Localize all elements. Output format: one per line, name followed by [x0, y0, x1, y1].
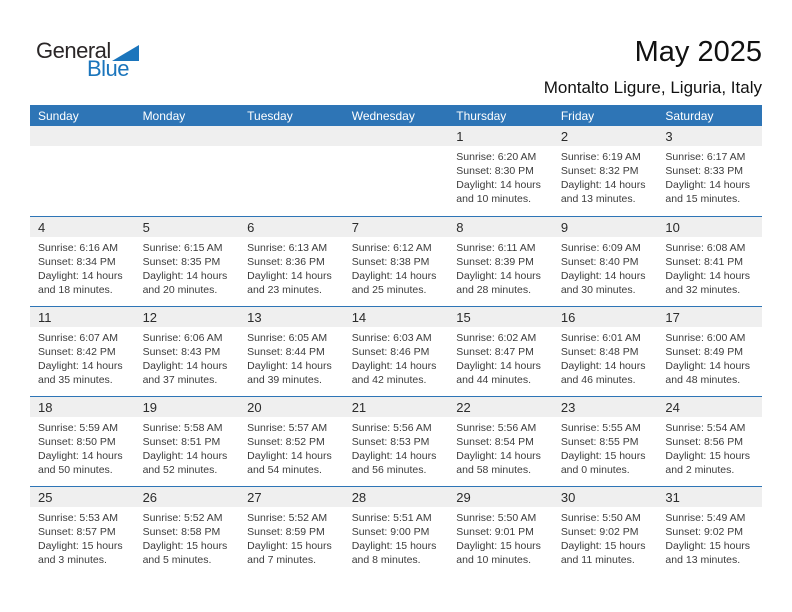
- day-detail-line: Sunset: 8:58 PM: [142, 526, 221, 538]
- day-cell-11: [30, 307, 135, 396]
- day-detail-line: Daylight: 14 hours: [247, 270, 332, 282]
- week-row: [30, 126, 762, 216]
- empty-day-cell: [344, 126, 449, 216]
- empty-day-cell: [30, 126, 135, 216]
- day-detail-line: Sunset: 8:32 PM: [560, 165, 639, 177]
- day-detail-line: Daylight: 14 hours: [247, 450, 332, 462]
- day-number: 23: [553, 397, 658, 417]
- day-detail-line: Sunset: 8:47 PM: [456, 346, 534, 358]
- day-detail-line: and 10 minutes.: [456, 554, 531, 566]
- day-details: [553, 507, 658, 567]
- day-details: [657, 237, 762, 297]
- day-details: [30, 327, 135, 387]
- day-detail-line: Daylight: 14 hours: [456, 450, 541, 462]
- day-detail-line: Sunrise: 6:07 AM: [38, 332, 118, 344]
- day-details: [553, 327, 658, 387]
- day-detail-line: Sunset: 8:41 PM: [665, 256, 744, 268]
- day-detail-line: Daylight: 14 hours: [142, 450, 228, 462]
- day-details: [30, 507, 135, 567]
- day-detail-line: and 13 minutes.: [665, 554, 741, 566]
- title-block: [544, 36, 762, 98]
- day-detail-line: Daylight: 14 hours: [560, 360, 646, 372]
- day-detail-line: and 28 minutes.: [456, 284, 531, 296]
- day-detail-line: and 20 minutes.: [142, 284, 218, 296]
- day-number: 13: [239, 307, 344, 327]
- day-detail-line: Sunrise: 6:01 AM: [560, 332, 641, 344]
- day-detail-line: Sunset: 8:56 PM: [665, 436, 744, 448]
- day-number: 26: [135, 487, 240, 507]
- day-detail-line: Daylight: 15 hours: [142, 540, 228, 552]
- day-number: 18: [30, 397, 135, 417]
- day-number: 9: [553, 217, 658, 237]
- day-detail-line: Sunrise: 6:17 AM: [665, 151, 746, 163]
- day-cell-17: [657, 307, 762, 396]
- day-detail-line: Sunset: 8:46 PM: [351, 346, 430, 358]
- day-cell-20: [239, 397, 344, 486]
- day-detail-line: Sunrise: 6:11 AM: [456, 242, 536, 254]
- weekday-header-row: [30, 105, 762, 126]
- day-detail-line: Daylight: 14 hours: [456, 360, 541, 372]
- day-detail-line: Sunset: 8:51 PM: [142, 436, 221, 448]
- day-cell-21: [344, 397, 449, 486]
- day-detail-line: and 30 minutes.: [560, 284, 636, 296]
- day-cell-22: [448, 397, 553, 486]
- day-cell-5: [135, 217, 240, 306]
- day-number: 17: [657, 307, 762, 327]
- day-detail-line: Sunrise: 5:50 AM: [560, 512, 641, 524]
- day-detail-line: and 46 minutes.: [560, 374, 636, 386]
- day-detail-line: Sunrise: 6:16 AM: [38, 242, 118, 254]
- day-details: [448, 237, 553, 297]
- day-detail-line: Daylight: 14 hours: [38, 360, 123, 372]
- day-cell-24: [657, 397, 762, 486]
- calendar-grid: [30, 126, 762, 576]
- day-cell-3: [657, 126, 762, 216]
- day-detail-line: Daylight: 15 hours: [560, 540, 646, 552]
- general-blue-logo: [36, 40, 139, 80]
- day-detail-line: Sunrise: 6:12 AM: [351, 242, 432, 254]
- day-number: 25: [30, 487, 135, 507]
- day-detail-line: Sunrise: 6:03 AM: [351, 332, 432, 344]
- day-cell-16: [553, 307, 658, 396]
- day-cell-8: [448, 217, 553, 306]
- calendar-table: [30, 105, 762, 576]
- day-number: [135, 126, 240, 146]
- day-cell-1: [448, 126, 553, 216]
- day-number: 8: [448, 217, 553, 237]
- month-year-title: May 2025: [634, 36, 762, 68]
- day-number: [344, 126, 449, 146]
- weekday-label-thursday: Thursday: [456, 109, 507, 123]
- day-detail-line: Sunset: 8:50 PM: [38, 436, 116, 448]
- day-number: 29: [448, 487, 553, 507]
- day-cell-31: [657, 487, 762, 576]
- day-detail-line: Daylight: 15 hours: [665, 540, 751, 552]
- day-detail-line: Sunrise: 6:13 AM: [247, 242, 328, 254]
- day-cell-28: [344, 487, 449, 576]
- week-row: [30, 486, 762, 576]
- day-detail-line: Sunset: 8:54 PM: [456, 436, 534, 448]
- day-details: [553, 237, 658, 297]
- week-row: [30, 306, 762, 396]
- day-detail-line: Sunset: 8:55 PM: [560, 436, 639, 448]
- day-details: [448, 417, 553, 477]
- day-number: 16: [553, 307, 658, 327]
- day-detail-line: and 11 minutes.: [560, 554, 635, 566]
- day-detail-line: and 8 minutes.: [351, 554, 421, 566]
- day-detail-line: Daylight: 15 hours: [665, 450, 751, 462]
- day-detail-line: Sunrise: 6:05 AM: [247, 332, 328, 344]
- day-detail-line: and 50 minutes.: [38, 464, 113, 476]
- day-detail-line: and 48 minutes.: [665, 374, 741, 386]
- day-detail-line: Daylight: 14 hours: [351, 270, 437, 282]
- day-details: [344, 507, 449, 567]
- day-cell-9: [553, 217, 658, 306]
- day-details: [657, 507, 762, 567]
- day-detail-line: Sunrise: 5:53 AM: [38, 512, 118, 524]
- empty-day-cell: [239, 126, 344, 216]
- day-cell-18: [30, 397, 135, 486]
- day-details: [135, 327, 240, 387]
- day-detail-line: Sunset: 8:35 PM: [142, 256, 221, 268]
- day-details: [344, 417, 449, 477]
- day-details: [657, 146, 762, 206]
- day-detail-line: Daylight: 14 hours: [665, 179, 751, 191]
- day-number: 6: [239, 217, 344, 237]
- day-detail-line: and 54 minutes.: [247, 464, 322, 476]
- day-detail-line: Sunset: 8:36 PM: [247, 256, 325, 268]
- day-details: [239, 417, 344, 477]
- day-number: 7: [344, 217, 449, 237]
- day-cell-10: [657, 217, 762, 306]
- day-detail-line: and 39 minutes.: [247, 374, 322, 386]
- day-detail-line: Daylight: 14 hours: [247, 360, 332, 372]
- day-detail-line: Sunset: 8:57 PM: [38, 526, 116, 538]
- day-detail-line: Sunrise: 5:52 AM: [247, 512, 328, 524]
- day-detail-line: Sunset: 8:40 PM: [560, 256, 639, 268]
- day-detail-line: Sunrise: 5:49 AM: [665, 512, 746, 524]
- day-details: [30, 417, 135, 477]
- weekday-label-wednesday: Wednesday: [351, 109, 415, 123]
- day-detail-line: Sunset: 8:43 PM: [142, 346, 221, 358]
- day-cell-25: [30, 487, 135, 576]
- day-detail-line: Sunrise: 6:00 AM: [665, 332, 746, 344]
- week-row: [30, 396, 762, 486]
- day-detail-line: Sunrise: 5:54 AM: [665, 422, 746, 434]
- day-detail-line: and 10 minutes.: [456, 193, 531, 205]
- weekday-label-tuesday: Tuesday: [247, 109, 293, 123]
- day-detail-line: Sunset: 9:00 PM: [351, 526, 430, 538]
- day-details: [239, 237, 344, 297]
- day-number: 1: [448, 126, 553, 146]
- day-detail-line: Sunrise: 5:55 AM: [560, 422, 641, 434]
- day-detail-line: Daylight: 14 hours: [351, 360, 437, 372]
- day-detail-line: and 15 minutes.: [665, 193, 741, 205]
- day-detail-line: Sunrise: 5:57 AM: [247, 422, 328, 434]
- day-details: [448, 507, 553, 567]
- day-details: [553, 417, 658, 477]
- day-details: [30, 237, 135, 297]
- day-number: 5: [135, 217, 240, 237]
- day-details: [344, 327, 449, 387]
- day-detail-line: Daylight: 15 hours: [456, 540, 541, 552]
- day-detail-line: Sunrise: 6:09 AM: [560, 242, 641, 254]
- day-details: [135, 237, 240, 297]
- day-detail-line: Sunrise: 5:52 AM: [142, 512, 223, 524]
- day-detail-line: and 13 minutes.: [560, 193, 636, 205]
- day-cell-15: [448, 307, 553, 396]
- day-cell-27: [239, 487, 344, 576]
- day-details: [448, 327, 553, 387]
- day-detail-line: and 56 minutes.: [351, 464, 427, 476]
- day-number: [30, 126, 135, 146]
- location-subtitle: Montalto Ligure, Liguria, Italy: [543, 78, 762, 97]
- week-row: [30, 216, 762, 306]
- day-number: 22: [448, 397, 553, 417]
- day-detail-line: and 7 minutes.: [247, 554, 317, 566]
- day-detail-line: Sunset: 8:42 PM: [38, 346, 116, 358]
- day-detail-line: Sunset: 8:34 PM: [38, 256, 116, 268]
- day-detail-line: and 37 minutes.: [142, 374, 218, 386]
- day-cell-26: [135, 487, 240, 576]
- day-number: 10: [657, 217, 762, 237]
- day-detail-line: Sunset: 8:44 PM: [247, 346, 325, 358]
- day-number: 24: [657, 397, 762, 417]
- day-detail-line: Daylight: 15 hours: [247, 540, 332, 552]
- day-detail-line: Daylight: 14 hours: [38, 450, 123, 462]
- day-detail-line: Daylight: 14 hours: [665, 360, 751, 372]
- day-details: [657, 417, 762, 477]
- day-detail-line: and 3 minutes.: [38, 554, 107, 566]
- day-detail-line: Daylight: 14 hours: [351, 450, 437, 462]
- day-number: 28: [344, 487, 449, 507]
- day-details: [135, 507, 240, 567]
- day-detail-line: Sunrise: 5:51 AM: [351, 512, 432, 524]
- day-detail-line: and 25 minutes.: [351, 284, 427, 296]
- day-detail-line: Sunset: 9:02 PM: [665, 526, 744, 538]
- day-detail-line: Daylight: 14 hours: [560, 179, 646, 191]
- day-detail-line: and 18 minutes.: [38, 284, 113, 296]
- day-cell-23: [553, 397, 658, 486]
- weekday-label-saturday: Saturday: [665, 109, 714, 123]
- day-detail-line: Daylight: 14 hours: [560, 270, 646, 282]
- day-detail-line: and 2 minutes.: [665, 464, 735, 476]
- day-detail-line: Sunset: 8:53 PM: [351, 436, 430, 448]
- day-details: [239, 507, 344, 567]
- day-detail-line: Daylight: 14 hours: [665, 270, 751, 282]
- day-detail-line: Sunrise: 6:02 AM: [456, 332, 537, 344]
- day-details: [135, 417, 240, 477]
- day-details: [657, 327, 762, 387]
- day-number: 30: [553, 487, 658, 507]
- day-number: 21: [344, 397, 449, 417]
- day-detail-line: Sunrise: 5:56 AM: [456, 422, 537, 434]
- day-number: 31: [657, 487, 762, 507]
- day-cell-29: [448, 487, 553, 576]
- day-detail-line: Sunset: 9:01 PM: [456, 526, 534, 538]
- day-cell-19: [135, 397, 240, 486]
- weekday-label-monday: Monday: [142, 109, 186, 123]
- day-details: [344, 237, 449, 297]
- logo-text-general: General: [36, 38, 111, 63]
- day-detail-line: Sunset: 8:49 PM: [665, 346, 744, 358]
- day-detail-line: Sunrise: 5:50 AM: [456, 512, 537, 524]
- day-cell-13: [239, 307, 344, 396]
- day-number: 11: [30, 307, 135, 327]
- day-detail-line: Daylight: 14 hours: [142, 270, 228, 282]
- day-detail-line: Sunrise: 6:15 AM: [142, 242, 223, 254]
- day-cell-6: [239, 217, 344, 306]
- day-detail-line: Daylight: 15 hours: [38, 540, 123, 552]
- day-details: [553, 146, 658, 206]
- logo-text-blue: Blue: [87, 56, 130, 81]
- day-number: 19: [135, 397, 240, 417]
- day-detail-line: and 5 minutes.: [142, 554, 212, 566]
- day-detail-line: Sunset: 8:30 PM: [456, 165, 534, 177]
- day-number: 14: [344, 307, 449, 327]
- day-number: 3: [657, 126, 762, 146]
- empty-day-cell: [135, 126, 240, 216]
- day-detail-line: and 52 minutes.: [142, 464, 218, 476]
- day-detail-line: Sunset: 8:38 PM: [351, 256, 430, 268]
- day-number: 2: [553, 126, 658, 146]
- day-detail-line: Sunrise: 6:20 AM: [456, 151, 537, 163]
- day-cell-12: [135, 307, 240, 396]
- day-number: 27: [239, 487, 344, 507]
- day-detail-line: Sunrise: 6:06 AM: [142, 332, 223, 344]
- day-detail-line: Sunset: 8:39 PM: [456, 256, 534, 268]
- day-detail-line: Daylight: 14 hours: [38, 270, 123, 282]
- day-detail-line: Sunrise: 5:56 AM: [351, 422, 432, 434]
- day-detail-line: Sunrise: 5:59 AM: [38, 422, 118, 434]
- day-detail-line: Sunrise: 5:58 AM: [142, 422, 223, 434]
- day-cell-30: [553, 487, 658, 576]
- day-detail-line: Daylight: 14 hours: [456, 270, 541, 282]
- day-cell-2: [553, 126, 658, 216]
- day-cell-7: [344, 217, 449, 306]
- day-detail-line: and 32 minutes.: [665, 284, 741, 296]
- day-number: 15: [448, 307, 553, 327]
- day-detail-line: Sunset: 8:33 PM: [665, 165, 744, 177]
- weekday-label-friday: Friday: [560, 109, 595, 123]
- day-details: [448, 146, 553, 206]
- day-detail-line: Daylight: 14 hours: [456, 179, 541, 191]
- weekday-label-sunday: Sunday: [38, 109, 79, 123]
- day-detail-line: Sunset: 8:59 PM: [247, 526, 325, 538]
- day-number: 20: [239, 397, 344, 417]
- day-detail-line: Sunset: 8:48 PM: [560, 346, 639, 358]
- day-cell-4: [30, 217, 135, 306]
- day-detail-line: Daylight: 15 hours: [560, 450, 646, 462]
- day-detail-line: and 44 minutes.: [456, 374, 531, 386]
- day-detail-line: Daylight: 15 hours: [351, 540, 437, 552]
- day-detail-line: and 58 minutes.: [456, 464, 531, 476]
- day-detail-line: and 0 minutes.: [560, 464, 630, 476]
- day-number: 4: [30, 217, 135, 237]
- day-detail-line: and 23 minutes.: [247, 284, 322, 296]
- day-cell-14: [344, 307, 449, 396]
- day-detail-line: Sunset: 9:02 PM: [560, 526, 639, 538]
- day-detail-line: Sunset: 8:52 PM: [247, 436, 325, 448]
- day-number: 12: [135, 307, 240, 327]
- day-detail-line: Sunrise: 6:19 AM: [560, 151, 641, 163]
- day-detail-line: and 35 minutes.: [38, 374, 113, 386]
- day-number: [239, 126, 344, 146]
- day-detail-line: Sunrise: 6:08 AM: [665, 242, 746, 254]
- day-detail-line: Daylight: 14 hours: [142, 360, 228, 372]
- day-detail-line: and 42 minutes.: [351, 374, 427, 386]
- day-details: [239, 327, 344, 387]
